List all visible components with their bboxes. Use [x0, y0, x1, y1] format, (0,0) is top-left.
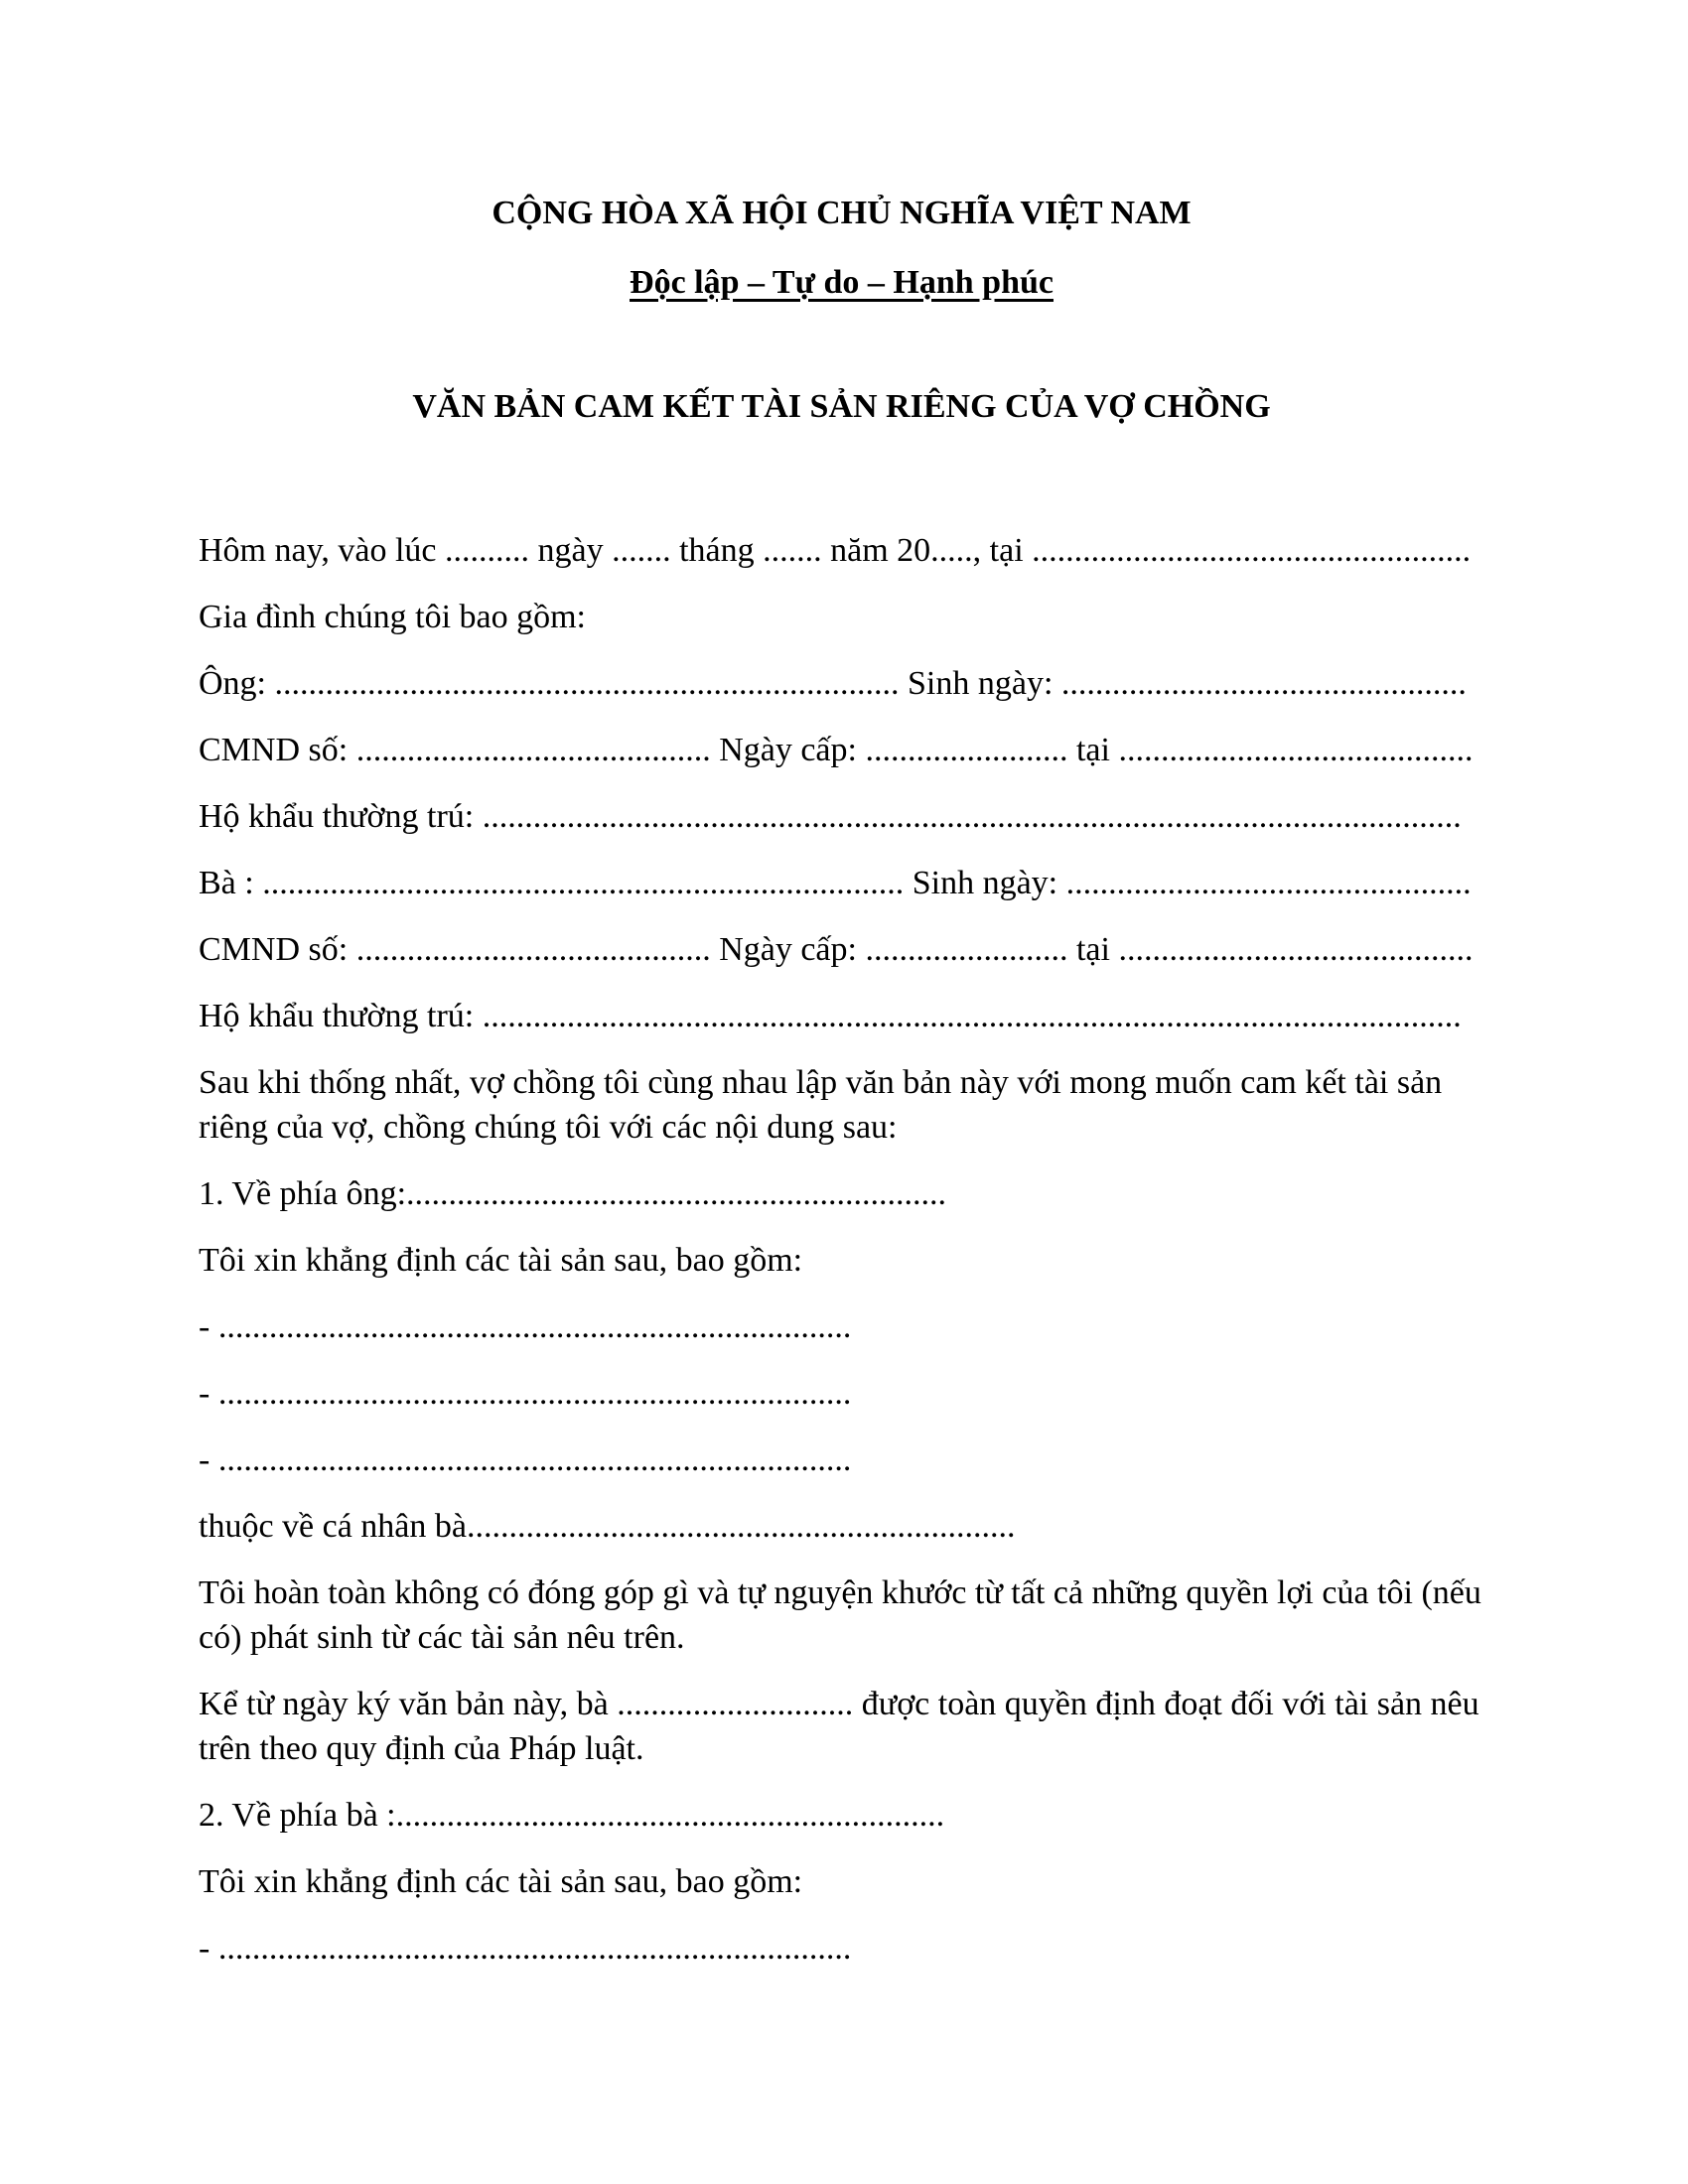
heading-section-wife: 2. Về phía bà :................................................................. [199, 1797, 945, 1834]
asset-blank-line-1: - ........................................................................... [199, 1308, 852, 1345]
line-family-intro: Gia đình chúng tôi bao gồm: [199, 599, 587, 635]
para-agreement-intro: Sau khi thống nhất, vợ chồng tôi cùng nhau lập văn bản này với mong muốn cam kết tài sản riêng của vợ, chồng chúng tôi với các nội dung sau: [199, 1064, 1443, 1146]
line-wife-name-dob: Bà : ............................................................................ Sinh ngày: ................................................ [199, 865, 1472, 901]
asset-blank-line-2: - ........................................................................... [199, 1375, 852, 1412]
line-wife-assets-intro: Tôi xin khẳng định các tài sản sau, bao gồm: [199, 1863, 803, 1900]
line-husband-name-dob: Ông: .......................................................................... Sinh ngày: ................................................ [199, 665, 1467, 702]
line-wife-id-card: CMND số: .......................................... Ngày cấp: ........................ tại .......................................... [199, 931, 1474, 968]
asset-blank-line-3: - ........................................................................... [199, 1441, 852, 1478]
heading-section-husband: 1. Về phía ông:................................................................ [199, 1175, 947, 1212]
line-husband-assets-intro: Tôi xin khẳng định các tài sản sau, bao gồm: [199, 1242, 803, 1279]
para-husband-waiver: Tôi hoàn toàn không có đóng góp gì và tự nguyện khước từ tất cả những quyền lợi của tôi (nếu có) phát sinh từ các tài sản nêu trên. [199, 1574, 1481, 1656]
document-title: VĂN BẢN CAM KẾT TÀI SẢN RIÊNG CỦA VỢ CHỒNG [412, 388, 1271, 425]
asset-blank-line-4: - ........................................................................... [199, 1930, 852, 1967]
para-wife-disposal-right: Kể từ ngày ký văn bản này, bà ............................ được toàn quyền định đoạt đối với tài sản nêu trên theo quy định của Pháp luật. [199, 1686, 1479, 1767]
national-header-line: CỘNG HÒA XÃ HỘI CHỦ NGHĨA VIỆT NAM [492, 195, 1192, 231]
line-husband-id-card: CMND số: .......................................... Ngày cấp: ........................ tại .......................................... [199, 732, 1474, 768]
national-motto-line: Độc lập – Tự do – Hạnh phúc [630, 264, 1054, 301]
line-datetime-location: Hôm nay, vào lúc .......... ngày ....... tháng ....... năm 20....., tại .................................................... [199, 532, 1472, 569]
line-assets-belong-to-wife: thuộc về cá nhân bà................................................................. [199, 1508, 1016, 1545]
line-husband-residence: Hộ khẩu thường trú: .................................................................................................................... [199, 798, 1462, 835]
line-wife-residence: Hộ khẩu thường trú: .................................................................................................................... [199, 998, 1462, 1034]
